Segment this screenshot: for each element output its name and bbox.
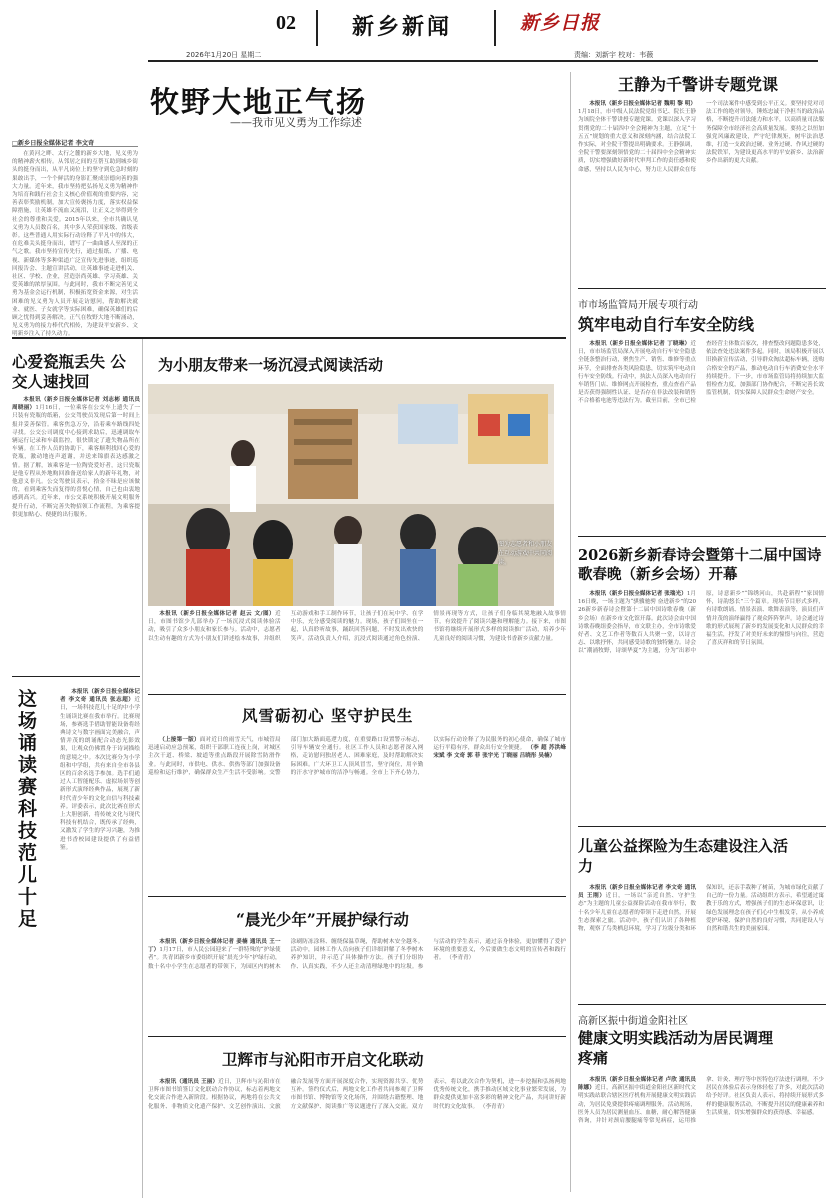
header-rule-thick: [148, 60, 818, 62]
poetry-body-text: 1月16日晚，一场主题为“骐骥驰骋 奋进新乡”的2026新乡新春诗会暨第十二届中国诗歌春晚（新乡会场）在新乡市文化馆开幕。此次诗会由中国诗歌春晚组委会指导，市文联主办，全市诗歌爱好者、文艺工作者等数百人共聚一堂，以诗言志、以歌抒怀，共同感受诗歌的独特魅力。诗会以“潮涌牧野，诗颂华夏”为主题，分为“出彩中原，诗意新乡”“锦绣河山，共赴新程”“家国情怀，诗韵悠长”三个篇章。现场节目形式多样，有诗歌朗诵、情景表演、歌舞表演等，演员们声情并茂的演绎赢得了观众阵阵掌声。诗会通过诗歌的形式展现了新乡的发展变化和人民群众的幸福生活，抒发了对美好未来的憧憬与向往，营造了喜庆祥和的节日氛围。: [578, 591, 824, 655]
lead-rule: [12, 146, 138, 147]
wind-byline: （上接第一版）: [159, 737, 200, 743]
lead-body-col4: [420, 138, 566, 334]
ebike-headline: 筑牢电动自行车安全防线: [578, 315, 755, 334]
recite-body-cont: [12, 1004, 140, 1194]
page-number: 02: [276, 12, 296, 34]
wang-body-text: 1月18日，市中级人民法院党组书记、院长王静为该院全体干警讲授专题党课。党课以深入学习贯彻党的二十届四中全会精神为主题，立足“十五五”规划的重大意义和深刻内涵，结合法院工作实际，对全院干警提出明确要求。王静强调，全院干警要深刻领悟党的二十届四中全会精神实质，切实增强做好新时代审判工作的责任感和使命感，坚持以人民为中心，努力让人民群众在每一个司法案件中感受到公平正义。要坚持党对司法工作的绝对领导，锤炼忠诚干净担当的政治品格，不断提升司法能力和水平，以高质量司法服务保障全市经济社会高质量发展。要持之以恒加强党风廉政建设，严守纪律规矩，树牢法治思维，打造一支政治过硬、业务过硬、作风过硬的法院铁军，为建设更高水平的平安新乡、法治新乡作出新的更大贡献。: [578, 101, 824, 173]
editors-line: 责编：刘新宇 校对：韦薇: [574, 51, 654, 59]
youth-body-text: 1月17日，市人民公园迎来了一群特殊的“护绿使者”。共青团新乡市委组织开展“晨光少年”护绿行动，数十名中小学生在志愿者的带领下，为园区内的树木涂刷防冻涂料、缠绕保温草绳，帮助树木安全越冬。活动中，园林工作人员向孩子们详细讲解了冬季树木养护知识，并示范了具体操作方法。孩子们分组协作、认真实践，不少人还主动清理绿地中的垃圾。参与活动的学生表示，通过亲身体验，更加懂得了爱护环境的重要意义，今后要做生态文明的宣传者和践行者。: [148, 939, 566, 970]
ebike-kicker: 市市场监管局开展专项行动: [578, 300, 698, 311]
reading-body-text: 近日，市图书馆少儿部举办了一场沉浸式阅读体验活动，吸引了众多小朋友和家长参与。活动中，志愿者以生动有趣的方式为小朋友们讲述绘本故事，并组织互动游戏和手工制作环节，让孩子们在玩中学、在学中乐，充分感受阅读的魅力。现场，孩子们围坐在一起，认真聆听故事，踊跃回答问题，不时发出欢快的笑声。活动负责人介绍，沉浸式阅读通过角色扮演、情景再现等方式，让孩子们身临其境地融入故事情节，有效提升了阅读兴趣和理解能力。接下来，市图书馆将继续开展形式多样的阅读推广活动，培养少年儿童良好的阅读习惯，为建设书香新乡贡献力量。: [148, 611, 566, 642]
section-rule: [12, 676, 140, 677]
poetry-byline: 本报讯（新乡日报全媒体记者 张瑞光）: [589, 591, 687, 597]
reading-headline: 为小朋友带来一场沉浸式阅读活动: [158, 356, 384, 374]
column-separator: [142, 338, 143, 1198]
youth-body: [148, 938, 566, 1028]
classroom-photo-illustration: [148, 384, 554, 606]
lead-byline: □新乡日报全媒体记者 李文奇: [12, 140, 95, 147]
culture-body: [148, 1078, 566, 1194]
lead-body-col2: [148, 138, 276, 334]
ebike-body-text: 近日，市市场监管局深入开展电动自行车安全隐患全链条整治行动，聚焦生产、销售、维修等重点环节，全面排查各类风险隐患，切实筑牢电动自行车安全防线。行动中，执法人员深入电动自行车销售门店、维修网点开展检查，重点查看产品是否获得强制性认证、是否存在非法改装和销售不合格蓄电池等违法行为。截至目前，全市已检查经营主体数百家次，排查整改问题隐患多处，依法查处违法案件多起。同时，该局积极开展以旧换新宣传活动，引导群众淘汰超标车辆，选购合格安全的产品，推动电动自行车消费安全水平持续提升。下一步，市市场监管局将持续加大监督检查力度，加强部门协作配合，不断完善长效监管机制，切实保障人民群众生命财产安全。: [578, 341, 824, 405]
culture-body-text: 近日，卫辉市与沁阳市在卫辉市图书馆签订文化联动合作协议，标志着两地文化交流合作进入新阶段。根据协议，两地将在公共文化服务、非物质文化遗产保护、文艺创作演出、文旅融合发展等方面开展深度合作，实现资源共享、优势互补。签约仪式后，两地文化工作者共同参观了卫辉市图书馆、博物馆等文化场所，并围绕古籍整理、地方文献保护、阅读推广等议题进行了深入交流。双方表示，将以此次合作为契机，进一步挖掘和弘扬两地优秀传统文化，携手推动区域文化事业繁荣发展，为群众提供更加丰富多彩的精神文化产品，共同讲好新时代的文化故事。: [148, 1079, 566, 1110]
ebike-body: [578, 340, 824, 528]
recite-headline-text: 这场诵读赛科技范儿十足: [18, 688, 38, 930]
ceramics-headline: [12, 352, 140, 392]
wind-body: [148, 736, 566, 886]
section-rule: [578, 826, 826, 827]
charity-body: [578, 884, 824, 992]
ceramics-body-text: 1月16日，一位乘客在公交车上遗失了一只装有瓷瓶的纸箱，公交驾驶员发现后第一时间上报并妥善保管。乘客焦急万分，沿着乘车路线四处寻找。公交公司调度中心接到求助后，迅速调取车辆运行记录和车载监控，很快锁定了遗失物品所在车辆。在工作人员的协助下，乘客顺利找回心爱的瓷瓶，激动地连声道谢，并送来锦旗表达感激之情。据了解，该乘客是一位陶瓷爱好者，这只瓷瓶是他专程从外地购回准备送给家人的新年礼物，对他意义非凡。公交驾驶员表示，拾金不昧是应该做的，看到乘客失而复得的喜悦心情，自己也由衷地感到高兴。近年来，市公交系统积极开展文明服务提升行动，不断完善失物招领工作流程，为乘客提供更加贴心、便捷的出行服务。: [12, 405, 140, 518]
wind-body-text: 面对近日的雨雪天气，市城管局迅速启动应急预案，组织干部职工连夜上岗，对城区主次干道、桥梁、坡道等重点路段开展除雪防滑作业。与此同时，市供电、供水、供热等部门加强设备巡检和运行维护，确保群众生产生活不受影响。交警部门加大路面巡逻力度，在重要路口设置警示标志，引导车辆安全通行。社区工作人员和志愿者深入网格，走访慰问独居老人、困难家庭，及时帮助解决实际困难。广大环卫工人顶风冒雪，坚守岗位，用辛勤的汗水守护城市的洁净与畅通。全市上下齐心协力，以实际行动诠释了为民服务的初心使命，确保了城市运行平稳有序，群众出行安全便捷。: [148, 737, 566, 776]
reading-byline: 本报讯（新乡日报全媒体记者 赵云 文/图）: [159, 611, 276, 617]
section-rule: [148, 694, 566, 695]
youth-byline: 本报讯（新乡日报全媒体记者 姜楠 通讯员 王一丁）: [148, 939, 281, 954]
recite-byline: 本报讯（新乡日报全媒体记者 李文奇 通讯员 张志超）: [60, 689, 140, 704]
wind-headline: 风雪砺初心 坚守护民生: [242, 706, 414, 725]
section-rule: [578, 1004, 826, 1005]
lead-subtitle: ——我市见义勇为工作综述: [230, 116, 362, 129]
lead-body-col1: 在黄河之畔、太行之麓的新乡大地，见义勇为的精神薪火相传。从邻居之间的互帮互助到城乡街头的挺身而出，从平凡岗位上的坚守到危急时刻的果敢出手，一个个鲜活的身影汇聚成崇德向善的强大力量。近年来，我市坚持把弘扬见义勇为精神作为培育和践行社会主义核心价值观的重要内容，完善表彰奖励机制，加大宣传褒扬力度，落实权益保障措施，让英雄不流血又流泪，让正义之举得到全社会的尊重和关爱。2015年以来，全市共确认见义勇为人员数百名，其中多人荣获国家级、省级表彰。这些普通人用实际行动诠释了平凡中的伟大，在危难关头挺身而出，谱写了一曲曲感人至深的正气之歌。我市坚持宣传先行，通过报纸、广播、电视、新媒体等多种渠道广泛宣传先进事迹，组织巡回报告会、主题宣讲活动，让英雄事迹走进机关、社区、学校、企业，营造崇尚英雄、学习英雄、关爱英雄的浓厚氛围。与此同时，我市不断完善见义勇为基金会运行机制，积极拓宽资金来源，对生活困难的见义勇为人员开展走访慰问，帮助解决就业、就医、子女就学等实际困难，确保英雄们的后顾之忧得到妥善解决。正气在牧野大地不断涌动，见义勇为的接力棒代代相传，为建设平安新乡、文明新乡注入了持久动力。: [12, 151, 138, 338]
poetry-body: [578, 590, 824, 816]
header-divider-left: [316, 10, 318, 46]
reading-caption-text: 图为志愿者和小朋友在互动游戏中共同阅读。: [498, 541, 553, 566]
date-line: 2026年1月20日 星期二: [186, 51, 262, 59]
section-title: 新乡新闻: [352, 15, 453, 40]
health-kicker: 高新区振中街道金阳社区: [578, 1016, 688, 1027]
reading-photo: [148, 384, 554, 606]
section-rule: [12, 337, 566, 339]
ceramics-byline: 本报讯（新乡日报全媒体记者 刘志彬 通讯员 周晓丽）: [12, 397, 140, 412]
wang-headline: 王静为千警讲专题党课: [618, 75, 779, 94]
section-rule: [148, 896, 566, 897]
health-headline-text: 健康文明实践活动为居民调理疼痛: [578, 1029, 774, 1067]
reading-body: [148, 610, 566, 686]
lead-headline: 牧野大地正气扬: [150, 85, 368, 119]
ceramics-headline-text: 心爱瓷瓶丢失 公交人速找回: [12, 352, 126, 391]
recite-headline: [18, 688, 54, 930]
health-headline: [578, 1028, 778, 1068]
charity-headline: [578, 836, 788, 876]
header-divider-right: [494, 10, 496, 46]
ebike-byline: 本报讯（新乡日报全媒体记者 丁晓琳）: [589, 341, 691, 347]
newspaper-logo: 新乡日报: [520, 12, 601, 34]
charity-byline: 本报讯（新乡日报全媒体记者 李文奇 通讯员 王刚）: [578, 885, 696, 900]
recite-body: [60, 688, 140, 998]
health-byline: 本报讯（新乡日报全媒体记者 卢欣 通讯员 陈娜）: [578, 1077, 696, 1092]
youth-headline: “晨光少年”开展护绿行动: [236, 910, 409, 929]
culture-author: （李青青）: [479, 1103, 508, 1110]
health-body-text: 近日，高新区振中街道金阳社区新时代文明实践站联合辖区医疗机构开展健康文明实践活动，为居民免费提供疼痛调理服务。活动现场，医务人员为居民测量血压、血糖，耐心解答健康咨询，并针对颈肩腰腿痛等常见病症，运用推拿、针灸、理疗等中医特色疗法进行调理。不少居民在体验后表示身体轻松了许多，对此次活动给予好评。社区负责人表示，将持续开展形式多样的健康服务活动，不断提升居民的健康素养和生活质量，切实增强群众的获得感、幸福感。: [578, 1077, 824, 1125]
reading-photo-caption: [498, 540, 552, 567]
column-separator: [570, 72, 571, 1192]
charity-body-text: 近日，一场以“亲近自然、守护生态”为主题的儿童公益探险活动在我市举行，数十名少年儿童在志愿者的带领下走进自然，开展生态探索之旅。活动中，孩子们认识了各种植物，观察了鸟类栖息环境，学习了垃圾分类和环保知识，还亲手栽种了树苗，为城市绿化贡献了自己的一份力量。活动组织方表示，希望通过寓教于乐的方式，增强孩子们的生态环保意识，让绿色发展理念在孩子们心中生根发芽，从小养成爱护环境、保护自然的良好习惯，共同建设人与自然和谐共生的美丽家园。: [578, 885, 824, 933]
recite-body-text: 近日，一场科技范儿十足的中小学生诵读比赛在我市举行。比赛现场，参赛选手借助智能设备将经典诗文与数字画面完美融合，声情并茂的朗诵配合动态光影效果，让观众仿佛置身于诗词描绘的意境之中。本次比赛分为小学组和中学组，共有来自全市各县区的百余名选手参加。选手们通过人工智能配乐、虚拟场景等创新形式演绎经典作品，展现了新时代青少年的文化自信与科技素养。评委表示，此次比赛在形式上大胆创新，将传统文化与现代科技有机结合，既传承了经典，又激发了学生的学习兴趣，为推进书香校园建设提供了有益借鉴。: [60, 697, 140, 851]
section-rule: [578, 536, 826, 537]
ceramics-body: [12, 396, 140, 666]
charity-headline-text: 儿童公益探险为生态建设注入活力: [578, 837, 789, 875]
culture-byline: 本报讯（通讯员 王丽）: [159, 1079, 219, 1085]
wang-body: [578, 100, 824, 280]
health-body: [578, 1076, 824, 1194]
lead-body-col3: [286, 138, 412, 334]
youth-author: （李青青）: [446, 955, 475, 962]
section-rule: [148, 1036, 566, 1037]
poetry-headline: [578, 546, 826, 584]
poetry-headline-text: 2026新乡新春诗会暨第十二届中国诗歌春晚（新乡会场）开幕: [578, 547, 822, 583]
culture-headline: 卫辉市与沁阳市开启文化联动: [222, 1050, 424, 1069]
wang-byline: 本报讯（新乡日报全媒体记者 魏明 黎 明）: [589, 101, 696, 107]
section-rule: [578, 288, 826, 289]
wind-credit: （李 超 苏洪峰 宋斌 李 文奇 郭 菲 张宇光 丁晓丽 吕晓彤 吴楠）: [433, 745, 566, 760]
